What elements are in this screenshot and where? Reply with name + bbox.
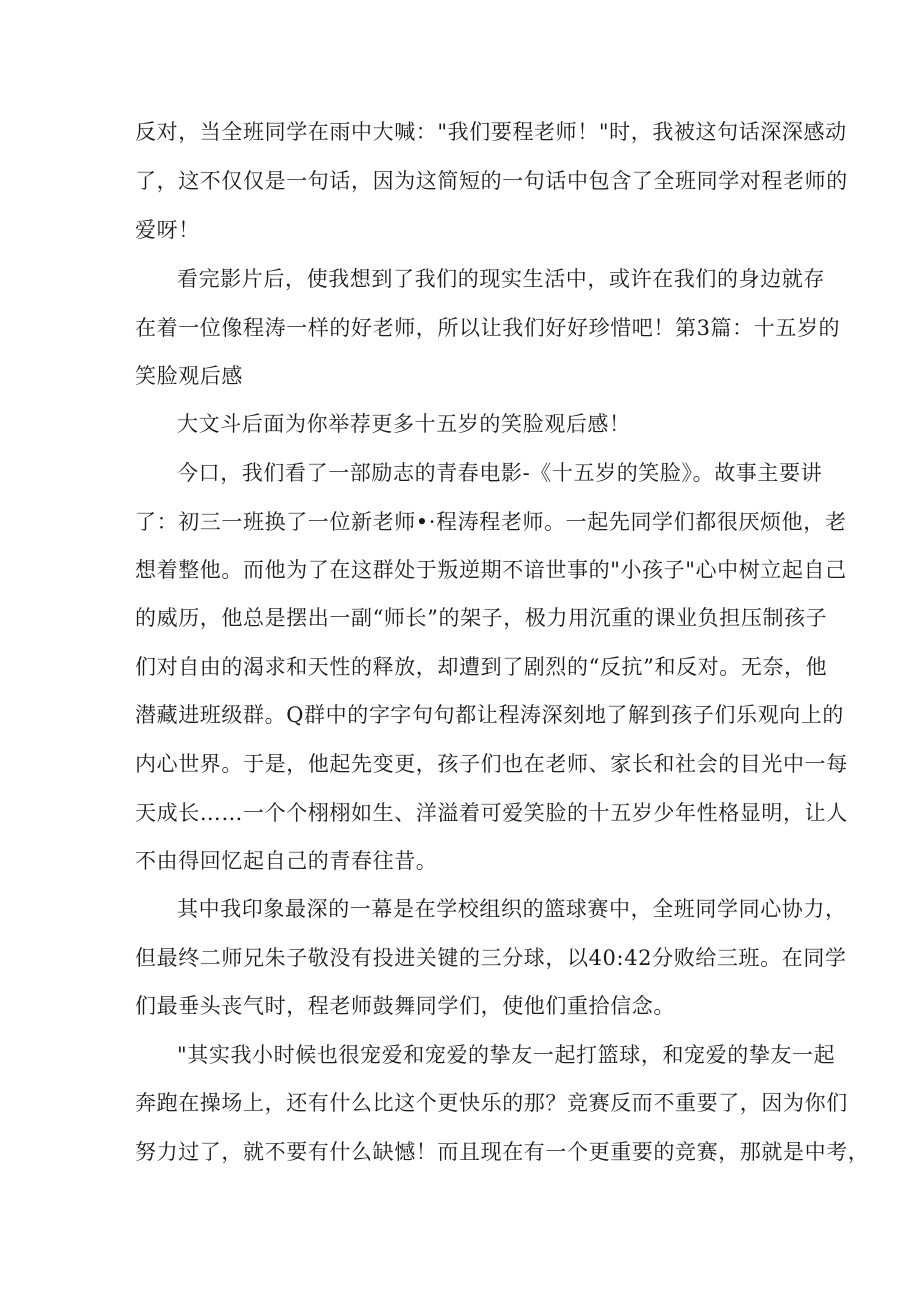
text-line: 在着一位像程涛一样的好老师，所以让我们好好珍惜吧！第3篇：十五岁的 [135, 316, 841, 340]
text-line: 努力过了，就不要有什么缺憾！而且现在有一个更重要的竞赛，那就是中考， [135, 1140, 870, 1164]
paragraph-first-line: 今口，我们看了一部励志的青春电影-《十五岁的笑脸》。故事主要讲 [177, 461, 823, 485]
paragraph-first-line: "其实我小时候也很宠爱和宠爱的挚友一起打篮球，和宠爱的挚友一起 [177, 1043, 836, 1067]
text-line: 想着整他。而他为了在这群处于叛逆期不谙世事的"小孩子"心中树立起自己 [135, 558, 847, 582]
text-line: 潜藏进班级群。Q群中的字字句句都让程涛深刻地了解到孩子们乐观向上的 [135, 703, 845, 727]
text-line: 内心世界。于是，他起先变更，孩子们也在老师、家长和社会的目光中一每 [135, 752, 848, 776]
text-line: 反对，当全班同学在雨中大喊："我们要程老师！"时，我被这句话深深感动 [135, 120, 847, 144]
paragraph-first-line: 大文斗后面为你举荐更多十五岁的笑脸观后感！ [177, 412, 631, 436]
text-line: 了：初三一班换了一位新老师•·程涛程老师。一起先同学们都很厌烦他，老 [135, 510, 847, 534]
text-line: 的威历，他总是摆出一副“师长”的架子，极力用沉重的课业负担压制孩子 [135, 606, 828, 630]
paragraph-first-line: 看完影片后，使我想到了我们的现实生活中，或许在我们的身边就存 [177, 267, 825, 291]
text-line: 爱呀！ [135, 218, 200, 242]
text-line: 但最终二师兄朱子敬没有投进关键的三分球，以40:42分败给三班。在同学 [135, 946, 847, 970]
text-line: 天成长……一个个栩栩如生、洋溢着可爱笑脸的十五岁少年性格显明，让人 [135, 801, 848, 825]
text-line: 们对自由的渴求和天性的释放，却遭到了剧烈的“反抗”和反对。无奈，他 [135, 655, 828, 679]
text-line: 不由得回忆起自己的青春往昔。 [135, 849, 438, 873]
paragraph-first-line: 其中我印象最深的一幕是在学校组织的篮球赛中，全班同学同心协力， [177, 897, 847, 921]
text-line: 奔跑在操场上，还有什么比这个更快乐的那？竞赛反而不重要了，因为你们 [135, 1091, 848, 1115]
text-line: 们最垂头丧气时，程老师鼓舞同学们，使他们重拾信念。 [135, 994, 675, 1018]
text-line: 了，这不仅仅是一句话，因为这简短的一句话中包含了全班同学对程老师的 [135, 169, 848, 193]
text-line: 笑脸观后感 [135, 364, 243, 388]
